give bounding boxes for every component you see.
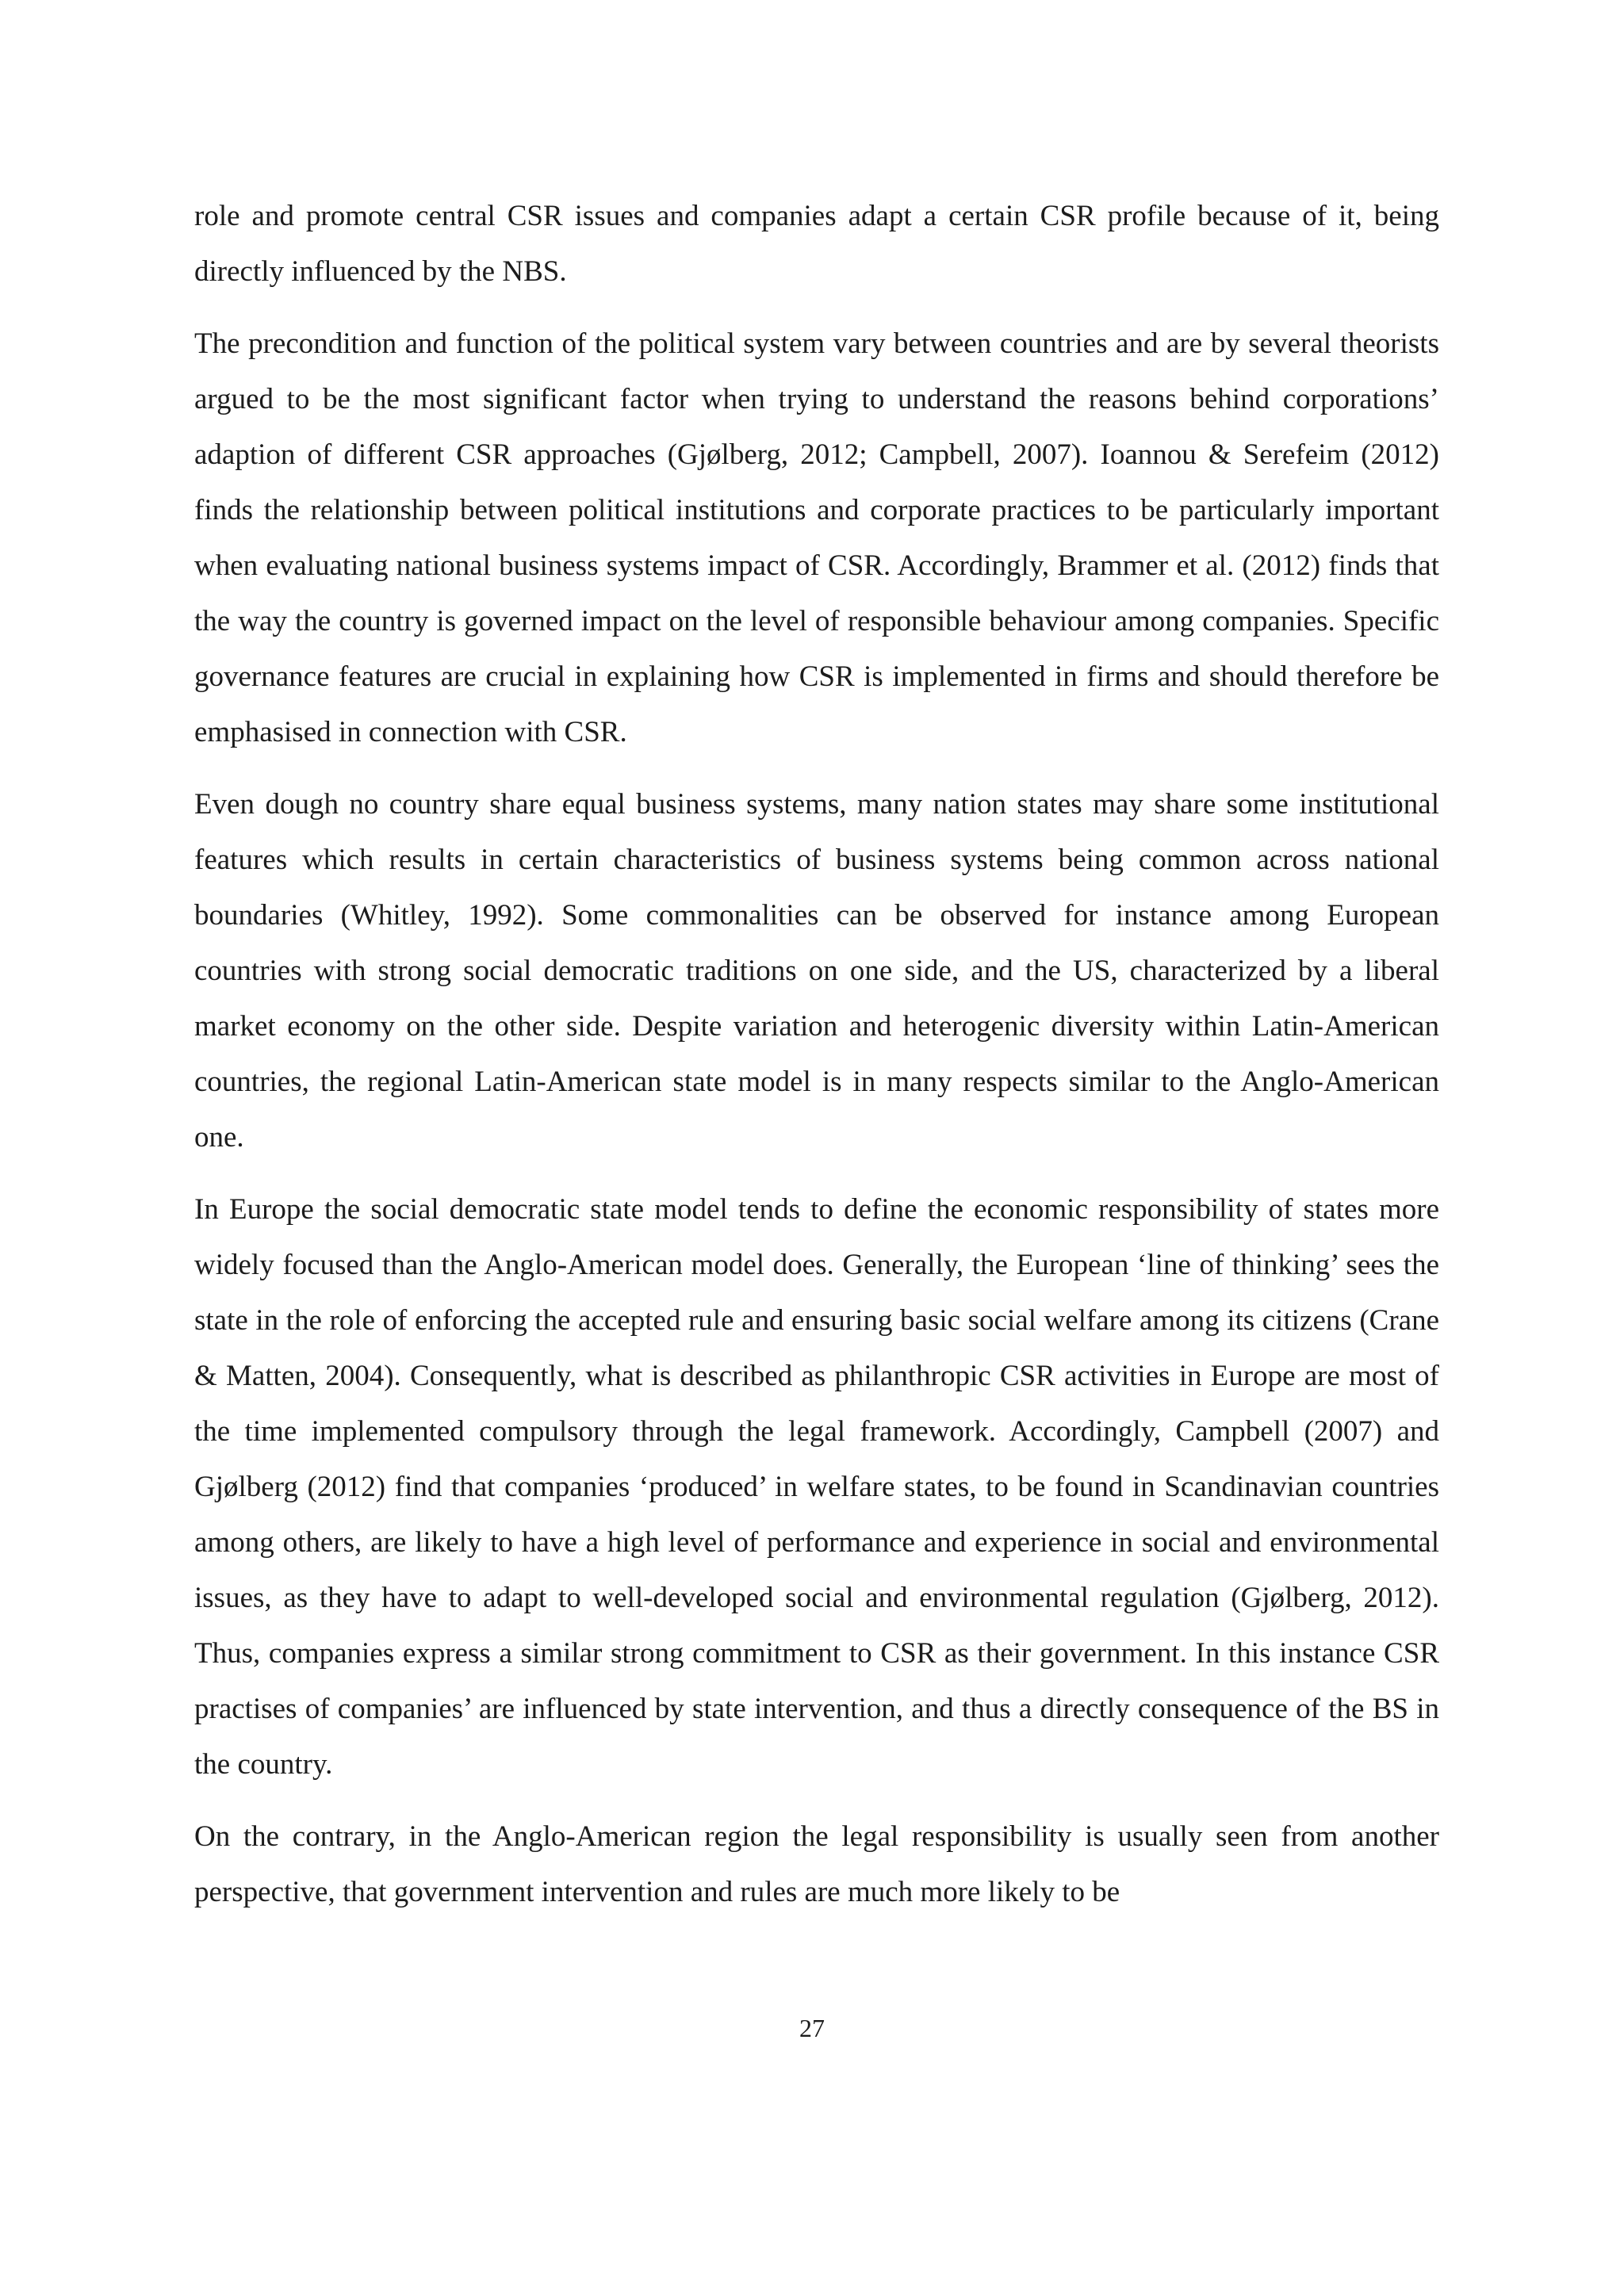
- page-number: 27: [799, 2014, 825, 2042]
- paragraph-2: The precondition and function of the political system vary between countries and are by several theorists argued to be the most significant factor when trying to understand the reasons behind corporations’ adaption of different CSR approaches (Gjølberg, 2012; Campbell, 2007). Ioannou & Serefeim (2012) finds the relationship between political institutions and corporate practices to be particularly important when evaluating national business systems impact of CSR. Accordingly, Brammer et al. (2012) finds that the way the country is governed impact on the level of responsible behaviour among companies. Specific governance features are crucial in explaining how CSR is implemented in firms and should therefore be emphasised in connection with CSR.: [194, 327, 1439, 748]
- body-text: [194, 189, 1439, 1937]
- paragraph-3: Even dough no country share equal business systems, many nation states may share some institutional features which results in certain characteristics of business systems being common across national boundaries (Whitley, 1992). Some commonalities can be observed for instance among European countries with strong social democratic traditions on one side, and the US, characterized by a liberal market economy on the other side. Despite variation and heterogenic diversity within Latin-American countries, the regional Latin-American state model is in many respects similar to the Anglo-American one.: [194, 788, 1439, 1154]
- paragraph-4: In Europe the social democratic state model tends to define the economic responsibility of states more widely focused than the Anglo-American model does. Generally, the European ‘line of thinking’ sees the state in the role of enforcing the accepted rule and ensuring basic social welfare among its citizens (Crane & Matten, 2004). Consequently, what is described as philanthropic CSR activities in Europe are most of the time implemented compulsory through the legal framework. Accordingly, Campbell (2007) and Gjølberg (2012) find that companies ‘produced’ in welfare states, to be found in Scandinavian countries among others, are likely to have a high level of performance and experience in social and environmental issues, as they have to adapt to well-developed social and environmental regulation (Gjølberg, 2012). Thus, companies express a similar strong commitment to CSR as their government. In this instance CSR practises of companies’ are influenced by state intervention, and thus a directly consequence of the BS in the country.: [194, 1193, 1439, 1781]
- paragraph-1: role and promote central CSR issues and companies adapt a certain CSR profile because of it, being directly influenced by the NBS.: [194, 200, 1439, 288]
- paragraph-5: On the contrary, in the Anglo-American region the legal responsibility is usually seen from another perspective, that government intervention and rules are much more likely to be: [194, 1820, 1439, 1908]
